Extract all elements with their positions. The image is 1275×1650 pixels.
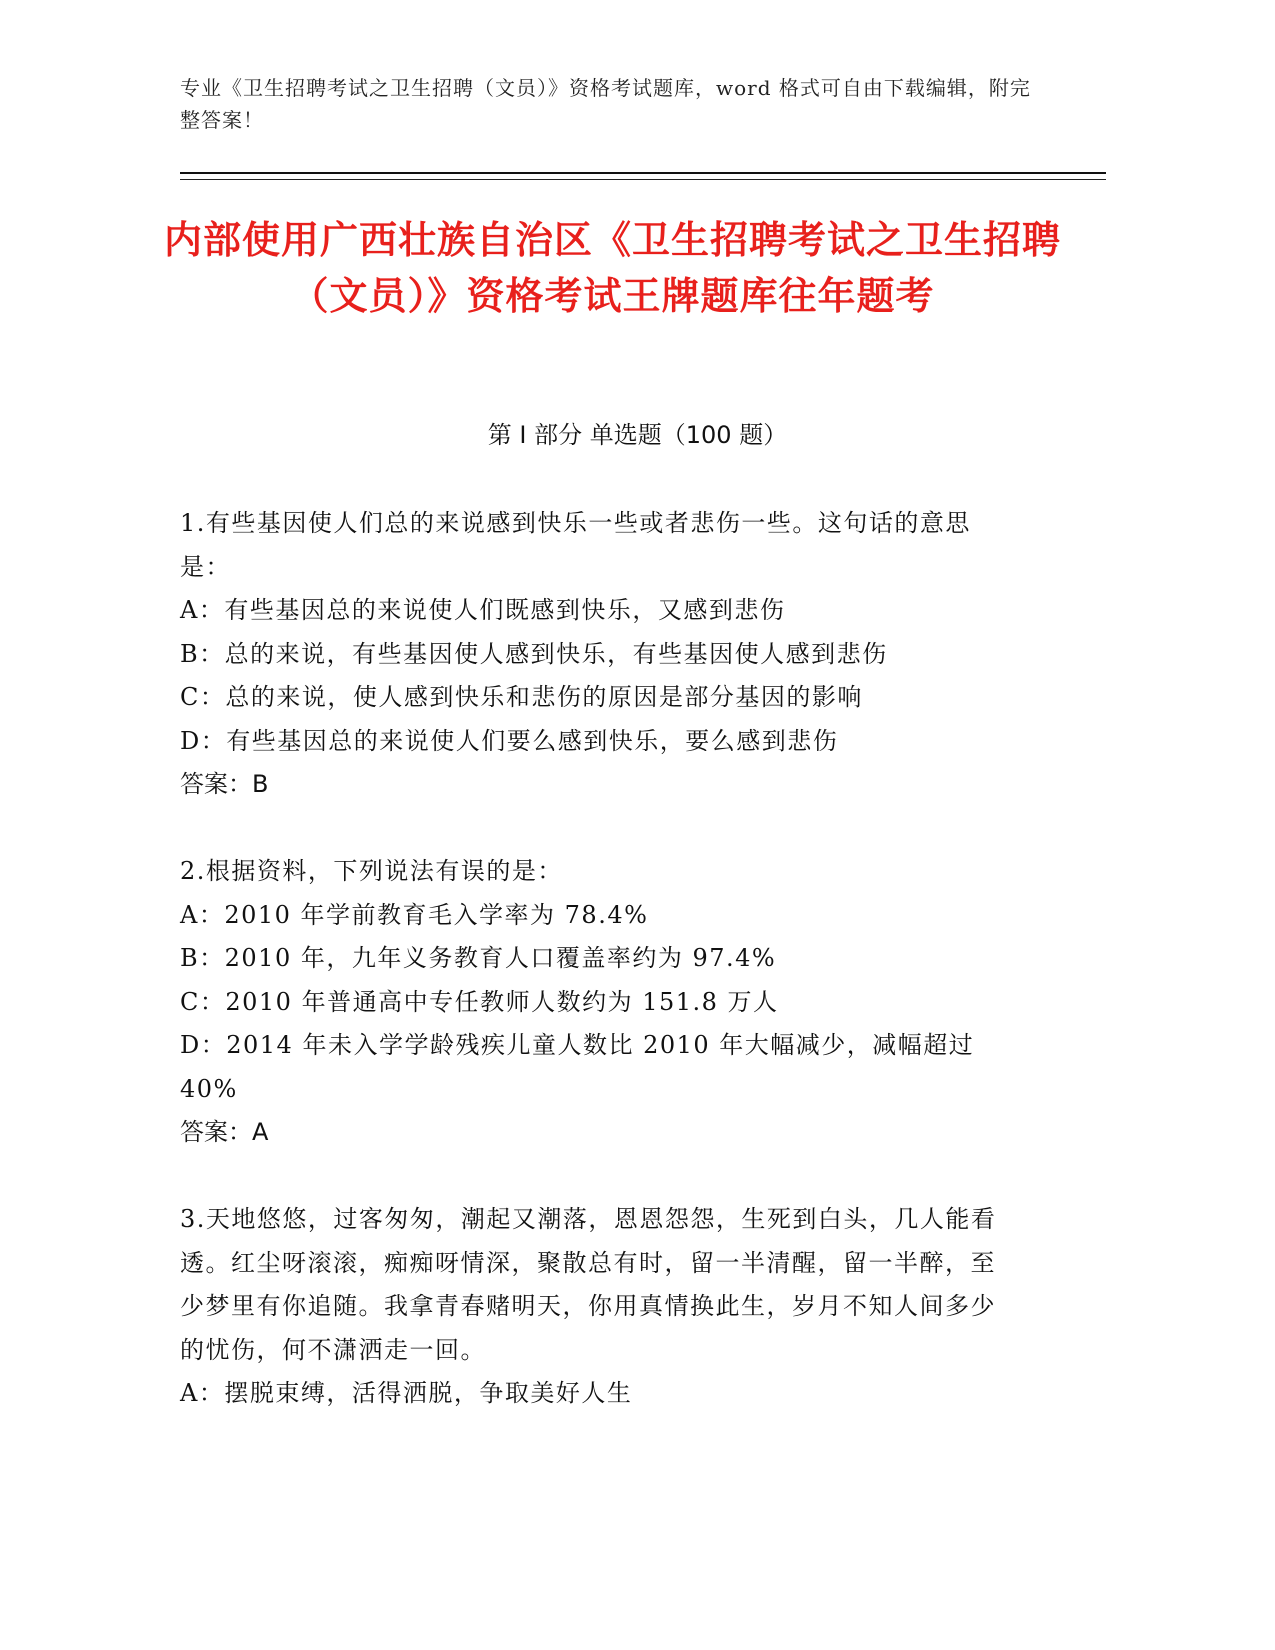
option-b: B：2010 年，九年义务教育人口覆盖率约为 97.4% <box>180 944 777 972</box>
option-a: A：摆脱束缚，活得洒脱，争取美好人生 <box>180 1379 633 1407</box>
option-a: A：有些基因总的来说使人们既感到快乐，又感到悲伤 <box>180 596 786 624</box>
question-stem: 2.根据资料，下列说法有误的是： <box>180 857 563 885</box>
question-stem: 3.天地悠悠，过客匆匆，潮起又潮落，恩恩怨怨，生死到白头，几人能看透。红尘呀滚滚，痴痴呀情深，聚散总有时，留一半清醒，留一半醉，至少梦里有你追随。我拿青春赌明天，你用真情换此生，岁月不知人间多少的忧伤，何不潇洒走一回。 <box>180 1205 997 1364</box>
option-c: C：总的来说，使人感到快乐和悲伤的原因是部分基因的影响 <box>180 683 863 711</box>
section-heading: 第 I 部分 单选题（100 题） <box>487 421 788 449</box>
header-divider-thin <box>180 179 1106 180</box>
option-d: D：2014 年未入学学龄残疾儿童人数比 2010 年大幅减少，减幅超过 40% <box>180 1031 975 1103</box>
answer-line: 答案：B <box>180 770 269 798</box>
question-1 <box>180 502 1020 807</box>
document-title: 内部使用广西壮族自治区《卫生招聘考试之卫生招聘（文员）》资格考试王牌题库往年题考 <box>163 218 1061 318</box>
option-a: A：2010 年学前教育毛入学率为 78.4% <box>180 900 649 929</box>
question-list <box>180 502 1020 1416</box>
question-3 <box>180 1198 1020 1416</box>
question-stem: 1.有些基因使人们总的来说感到快乐一些或者悲伤一些。这句话的意思是： <box>180 509 971 581</box>
header-note: 专业《卫生招聘考试之卫生招聘（文员）》资格考试题库，word 格式可自由下载编辑，附完整答案！ <box>180 76 1031 132</box>
option-b: B：总的来说，有些基因使人感到快乐，有些基因使人感到悲伤 <box>180 639 888 668</box>
option-c: C：2010 年普通高中专任教师人数约为 151.8 万人 <box>180 987 779 1016</box>
header-divider-thick <box>180 172 1106 174</box>
option-d: D：有些基因总的来说使人们要么感到快乐，要么感到悲伤 <box>180 726 839 755</box>
question-spacer <box>180 807 1020 851</box>
answer-line: 答案：A <box>180 1118 269 1146</box>
question-spacer <box>180 1155 1020 1199</box>
question-2 <box>180 850 1020 1155</box>
